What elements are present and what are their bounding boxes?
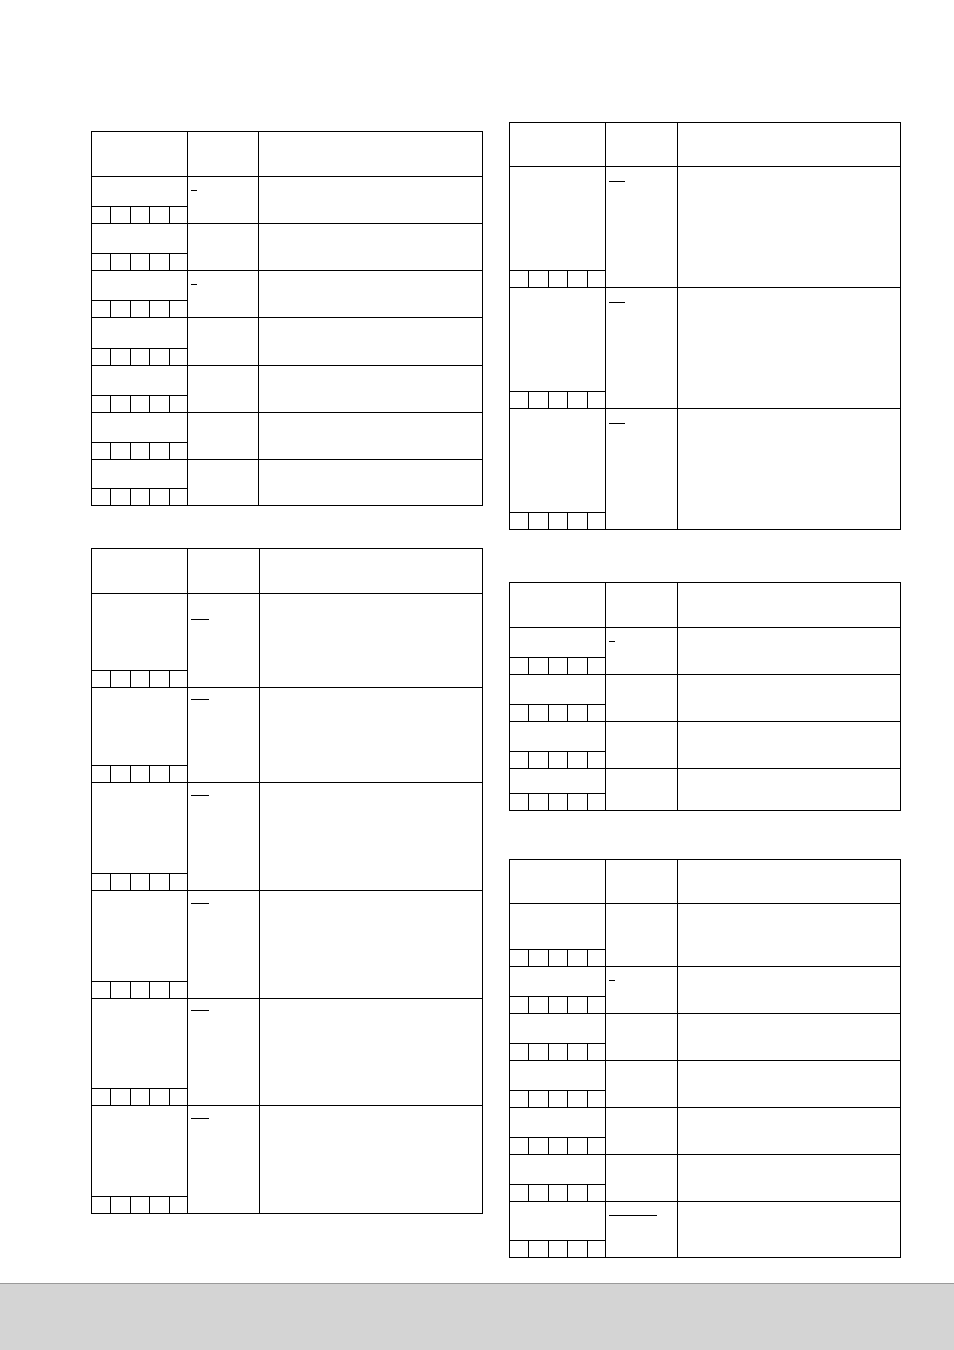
digit-cells (92, 765, 188, 782)
table-row (510, 1014, 900, 1061)
dash-mark (609, 423, 625, 424)
digit-cells (92, 670, 188, 687)
table-header (510, 860, 900, 904)
digit-cells (92, 873, 188, 890)
table-row (510, 769, 900, 810)
table-row (510, 904, 900, 967)
dash-mark (191, 699, 209, 700)
dash-mark (191, 1010, 209, 1011)
digit-cells (510, 704, 606, 721)
dash-mark (609, 302, 625, 303)
digit-cells (92, 488, 188, 505)
table-row (510, 167, 900, 288)
dash-mark (191, 1118, 209, 1119)
table-left-bottom (91, 548, 483, 1214)
table-row (510, 1202, 900, 1257)
table-header (510, 583, 900, 628)
digit-cells (92, 300, 188, 317)
table-right-middle (509, 582, 901, 811)
table-row (92, 413, 482, 460)
table-right-bottom (509, 859, 901, 1258)
dash-mark (609, 980, 615, 981)
digit-cells (92, 395, 188, 412)
digit-cells (510, 1043, 606, 1060)
dash-mark (191, 903, 209, 904)
digit-cells (92, 253, 188, 270)
table-left-top (91, 131, 483, 506)
table-row (510, 628, 900, 675)
table-header (510, 123, 900, 167)
table-right-top (509, 122, 901, 530)
table-row (92, 1106, 482, 1213)
digit-cells (510, 657, 606, 674)
table-row (510, 409, 900, 529)
table-row (510, 1108, 900, 1155)
digit-cells (510, 1090, 606, 1107)
digit-cells (510, 1240, 606, 1257)
table-row (92, 783, 482, 891)
digit-cells (510, 949, 606, 966)
digit-cells (510, 996, 606, 1013)
dash-mark (191, 190, 197, 191)
digit-cells (92, 348, 188, 365)
table-row (92, 318, 482, 366)
footer-band (0, 1283, 954, 1350)
digit-cells (510, 391, 606, 408)
table-row (92, 177, 482, 224)
digit-cells (510, 793, 606, 810)
table-header (92, 132, 482, 177)
table-row (92, 271, 482, 318)
digit-cells (92, 981, 188, 998)
table-row (92, 366, 482, 413)
dash-mark (609, 641, 615, 642)
digit-cells (510, 1184, 606, 1201)
table-row (510, 1061, 900, 1108)
digit-cells (510, 512, 606, 529)
digit-cells (92, 206, 188, 223)
table-row (510, 967, 900, 1014)
digit-cells (510, 270, 606, 287)
table-row (92, 594, 482, 688)
dash-mark (609, 181, 625, 182)
table-row (92, 224, 482, 271)
digit-cells (92, 1088, 188, 1105)
table-row (510, 1155, 900, 1202)
digit-cells (510, 751, 606, 768)
table-row (92, 688, 482, 783)
digit-cells (510, 1137, 606, 1154)
dash-mark (191, 284, 197, 285)
dash-mark (609, 1215, 657, 1216)
digit-cells (92, 442, 188, 459)
table-row (510, 722, 900, 769)
table-row (92, 891, 482, 999)
digit-cells (92, 1196, 188, 1213)
table-row (92, 999, 482, 1106)
table-row (92, 460, 482, 505)
table-row (510, 675, 900, 722)
table-row (510, 288, 900, 409)
dash-mark (191, 795, 209, 796)
table-header (92, 549, 482, 594)
dash-mark (191, 619, 209, 620)
